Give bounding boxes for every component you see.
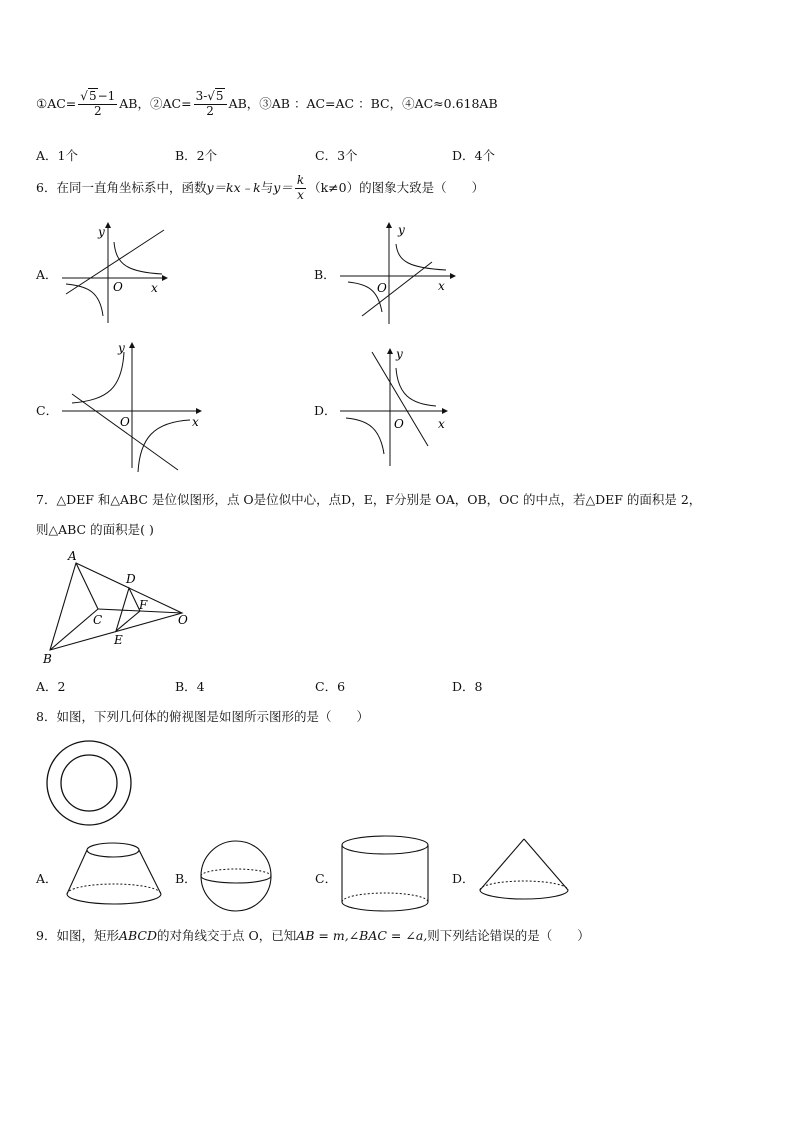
q9-mid: 的对角线交于点 O，已知 [157,928,297,943]
q6b-y-label: y [398,223,405,237]
q9-rect: ABCD [118,928,157,943]
q9-cond: AB = m,∠BAC = ∠a, [296,928,428,943]
q7-option-c[interactable]: C．6 [315,679,346,694]
q7-point-c: C [93,613,103,627]
q7-point-o: O [178,613,188,627]
q6-func2-lhs: y＝ [273,179,293,195]
q6d-x-label: x [438,417,445,431]
q5-fraction-1: $\frac{√5-1}{2}$ [80,89,116,118]
q8-option-b-label[interactable]: B． [175,871,197,886]
q6-option-b-label[interactable]: B． [314,267,336,282]
q7-option-a[interactable]: A．2 [36,679,66,694]
q8-frustum-figure[interactable] [62,838,168,912]
q6b-x-label: x [438,279,445,293]
q5-statement-line [36,90,498,119]
q6c-x-label: x [192,415,199,429]
q8-sphere-figure[interactable] [198,840,278,914]
q5-option-b[interactable]: B．2个 [175,148,218,163]
q6-option-c-label[interactable]: C． [36,403,59,418]
q7-point-f: F [139,598,148,612]
q6-option-a-label[interactable]: A． [36,267,58,282]
q9-suffix: 则下列结论错误的是（ ） [427,928,590,943]
q6a-o-label: O [113,280,123,294]
q6d-y-label: y [396,347,403,361]
q6-graph-c[interactable] [58,338,203,476]
q5-option-d[interactable]: D．4个 [452,148,495,163]
q6b-o-label: O [377,281,387,295]
q5-den-2: 2 [206,103,214,118]
q8-option-a-label[interactable]: A． [36,871,58,886]
q6-func2-num: k [296,173,305,187]
q6-question [36,174,484,203]
q7-option-d[interactable]: D．8 [452,679,483,694]
q6-graph-d[interactable] [338,342,450,470]
q9-question [36,926,590,944]
q7-option-b[interactable]: B．4 [175,679,205,694]
q5-option-c[interactable]: C．3个 [315,148,358,163]
q5-part1-prefix: ①AC= [36,95,77,111]
q5-option-a[interactable]: A．1个 [36,148,78,163]
q6-func1: y＝kx﹣k [206,179,261,195]
q9-prefix: 9．如图，矩形 [36,928,119,943]
q5-fraction-2: $\frac{3-√5}{2}$ [194,90,227,119]
q6-func2-den: x [297,187,304,202]
q6-graph-b[interactable] [336,220,456,328]
q8-cone-figure[interactable] [476,836,572,910]
q7-point-e: E [114,633,123,647]
q6-option-d-label[interactable]: D． [314,403,337,418]
q8-top-view-ring [44,738,136,830]
q6a-y-label: y [98,225,105,239]
q6c-o-label: O [120,415,130,429]
q8-question: 8．如图，下列几何体的俯视图是如图所示图形的是（ ） [36,709,369,724]
q6-prefix: 6．在同一直角坐标系中，函数 [36,179,207,195]
q6a-x-label: x [151,281,158,295]
q6d-o-label: O [394,417,404,431]
q8-option-d-label[interactable]: D． [452,871,475,886]
q6-cond: （k≠0）的图象大致是（ ） [308,179,485,195]
q7-similar-triangles-figure [40,546,200,668]
q7-point-b: B [43,652,52,666]
q5-num-head-2: 3- [195,89,208,103]
q5-root-1: 5 [88,89,97,103]
q6c-y-label: y [118,341,125,355]
q5-den-1: 2 [93,103,102,118]
q7-question-line2: 则△ABC 的面积是( ) [36,522,154,537]
q5-part1-suffix: AB，②AC= [119,95,192,111]
q8-cylinder-figure[interactable] [338,834,434,918]
q5-root-2: 5 [215,89,224,103]
q7-point-d: D [126,572,136,586]
q6-func2-fraction [295,174,306,203]
q5-num-tail-1: −1 [97,89,116,103]
q6-mid: 与 [260,179,274,195]
q5-part2-suffix: AB，③AB ：AC=AC ：BC，④AC≈0.618AB [228,95,498,111]
q7-question-line1: 7．△DEF 和△ABC 是位似图形，点 O是位似中心，点D，E，F分别是 OA，OB，OC 的中点，若△DEF 的面积是 2， [36,492,702,507]
q8-option-c-label[interactable]: C． [315,871,338,886]
q7-point-a: A [68,549,77,563]
q6-graph-a[interactable] [58,220,168,325]
